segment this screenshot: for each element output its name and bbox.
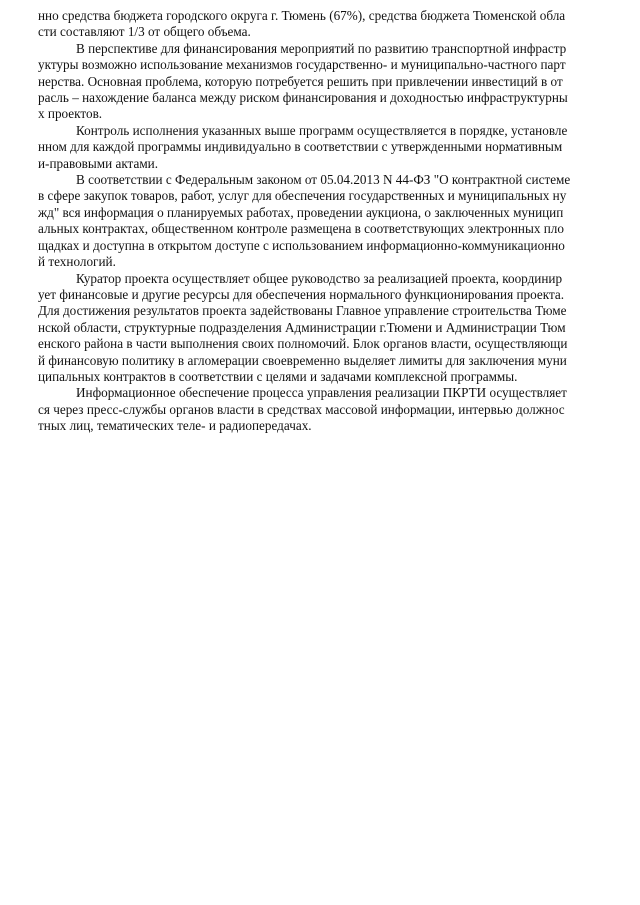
paragraph-project-curator: [38, 271, 604, 386]
text-line: нно средства бюджета городского округа г. Тюмень (67%), средства бюджета Тюменской обла: [38, 8, 566, 23]
text-line: й финансовую политику в агломерации своевременно выделяет лимиты для заключения муни: [38, 352, 567, 368]
text-line: жд" вся информация о планируемых работах, проведении аукциона, о заключенных муницип: [38, 204, 564, 220]
text-line: енского района в части выполнения своих полномочий. Блок органов власти, осуществляющи: [38, 336, 568, 352]
text-line: В соответствии с Федеральным законом от 05.04.2013 N 44-ФЗ "О контрактной системе: [76, 172, 571, 188]
text-line: й технологий.: [38, 254, 116, 270]
text-line: ципальных контрактов в соответствии с целями и задачами комплексной программы.: [38, 368, 518, 384]
text-line: Информационное обеспечение процесса управления реализации ПКРТИ осуществляет: [76, 385, 567, 401]
text-line: нерства. Основная проблема, которую потребуется решить при привлечении инвестиций в от: [38, 73, 563, 89]
text-line: нской области, структурные подразделения Администрации г.Тюмени и Администрации Тюм: [38, 319, 566, 335]
text-line: уктуры возможно использование механизмов государственно- и муниципально-частного парт: [38, 57, 566, 73]
paragraph-procurement-law: [38, 172, 604, 270]
text-line: расль – нахождение баланса между риском финансирования и доходностью инфраструктурны: [38, 90, 568, 106]
paragraph-program-control: [38, 123, 604, 172]
text-line: ся через пресс-службы органов власти в средствах массовой информации, интервью должнос: [38, 401, 565, 417]
text-line: и-правовыми актами.: [38, 155, 159, 171]
text-line: Для достижения результатов проекта задействованы Главное управление строительства Тюме: [38, 303, 567, 319]
paragraph-information-support: [38, 385, 604, 434]
text-line: Куратор проекта осуществляет общее руководство за реализацией проекта, координир: [76, 270, 563, 286]
paragraph-budget-shares: [38, 8, 604, 41]
text-line: сти составляют 1/3 от общего объема.: [38, 24, 251, 40]
text-line: щадках и доступна в открытом доступе с использованием информационно-коммуникационно: [38, 237, 565, 253]
text-line: х проектов.: [38, 106, 103, 122]
text-line: альных контрактах, общественном контроле размещена в соответствующих электронных пло: [38, 221, 564, 237]
text-line: В перспективе для финансирования мероприятий по развитию транспортной инфрастр: [76, 40, 567, 56]
document-body: [38, 8, 604, 435]
text-line: в сфере закупок товаров, работ, услуг для обеспечения государственных и муниципальных ну: [38, 188, 567, 204]
text-line: ует финансовые и другие ресурсы для обеспечения нормального функционирования проекта.: [38, 286, 565, 302]
text-line: Контроль исполнения указанных выше программ осуществляется в порядке, установле: [76, 122, 568, 138]
text-line: тных лиц, тематических теле- и радиопередачах.: [38, 418, 312, 434]
text-line: нном для каждой программы индивидуально в соответствии с утвержденными нормативным: [38, 139, 563, 155]
paragraph-public-private-partnership: [38, 41, 604, 123]
